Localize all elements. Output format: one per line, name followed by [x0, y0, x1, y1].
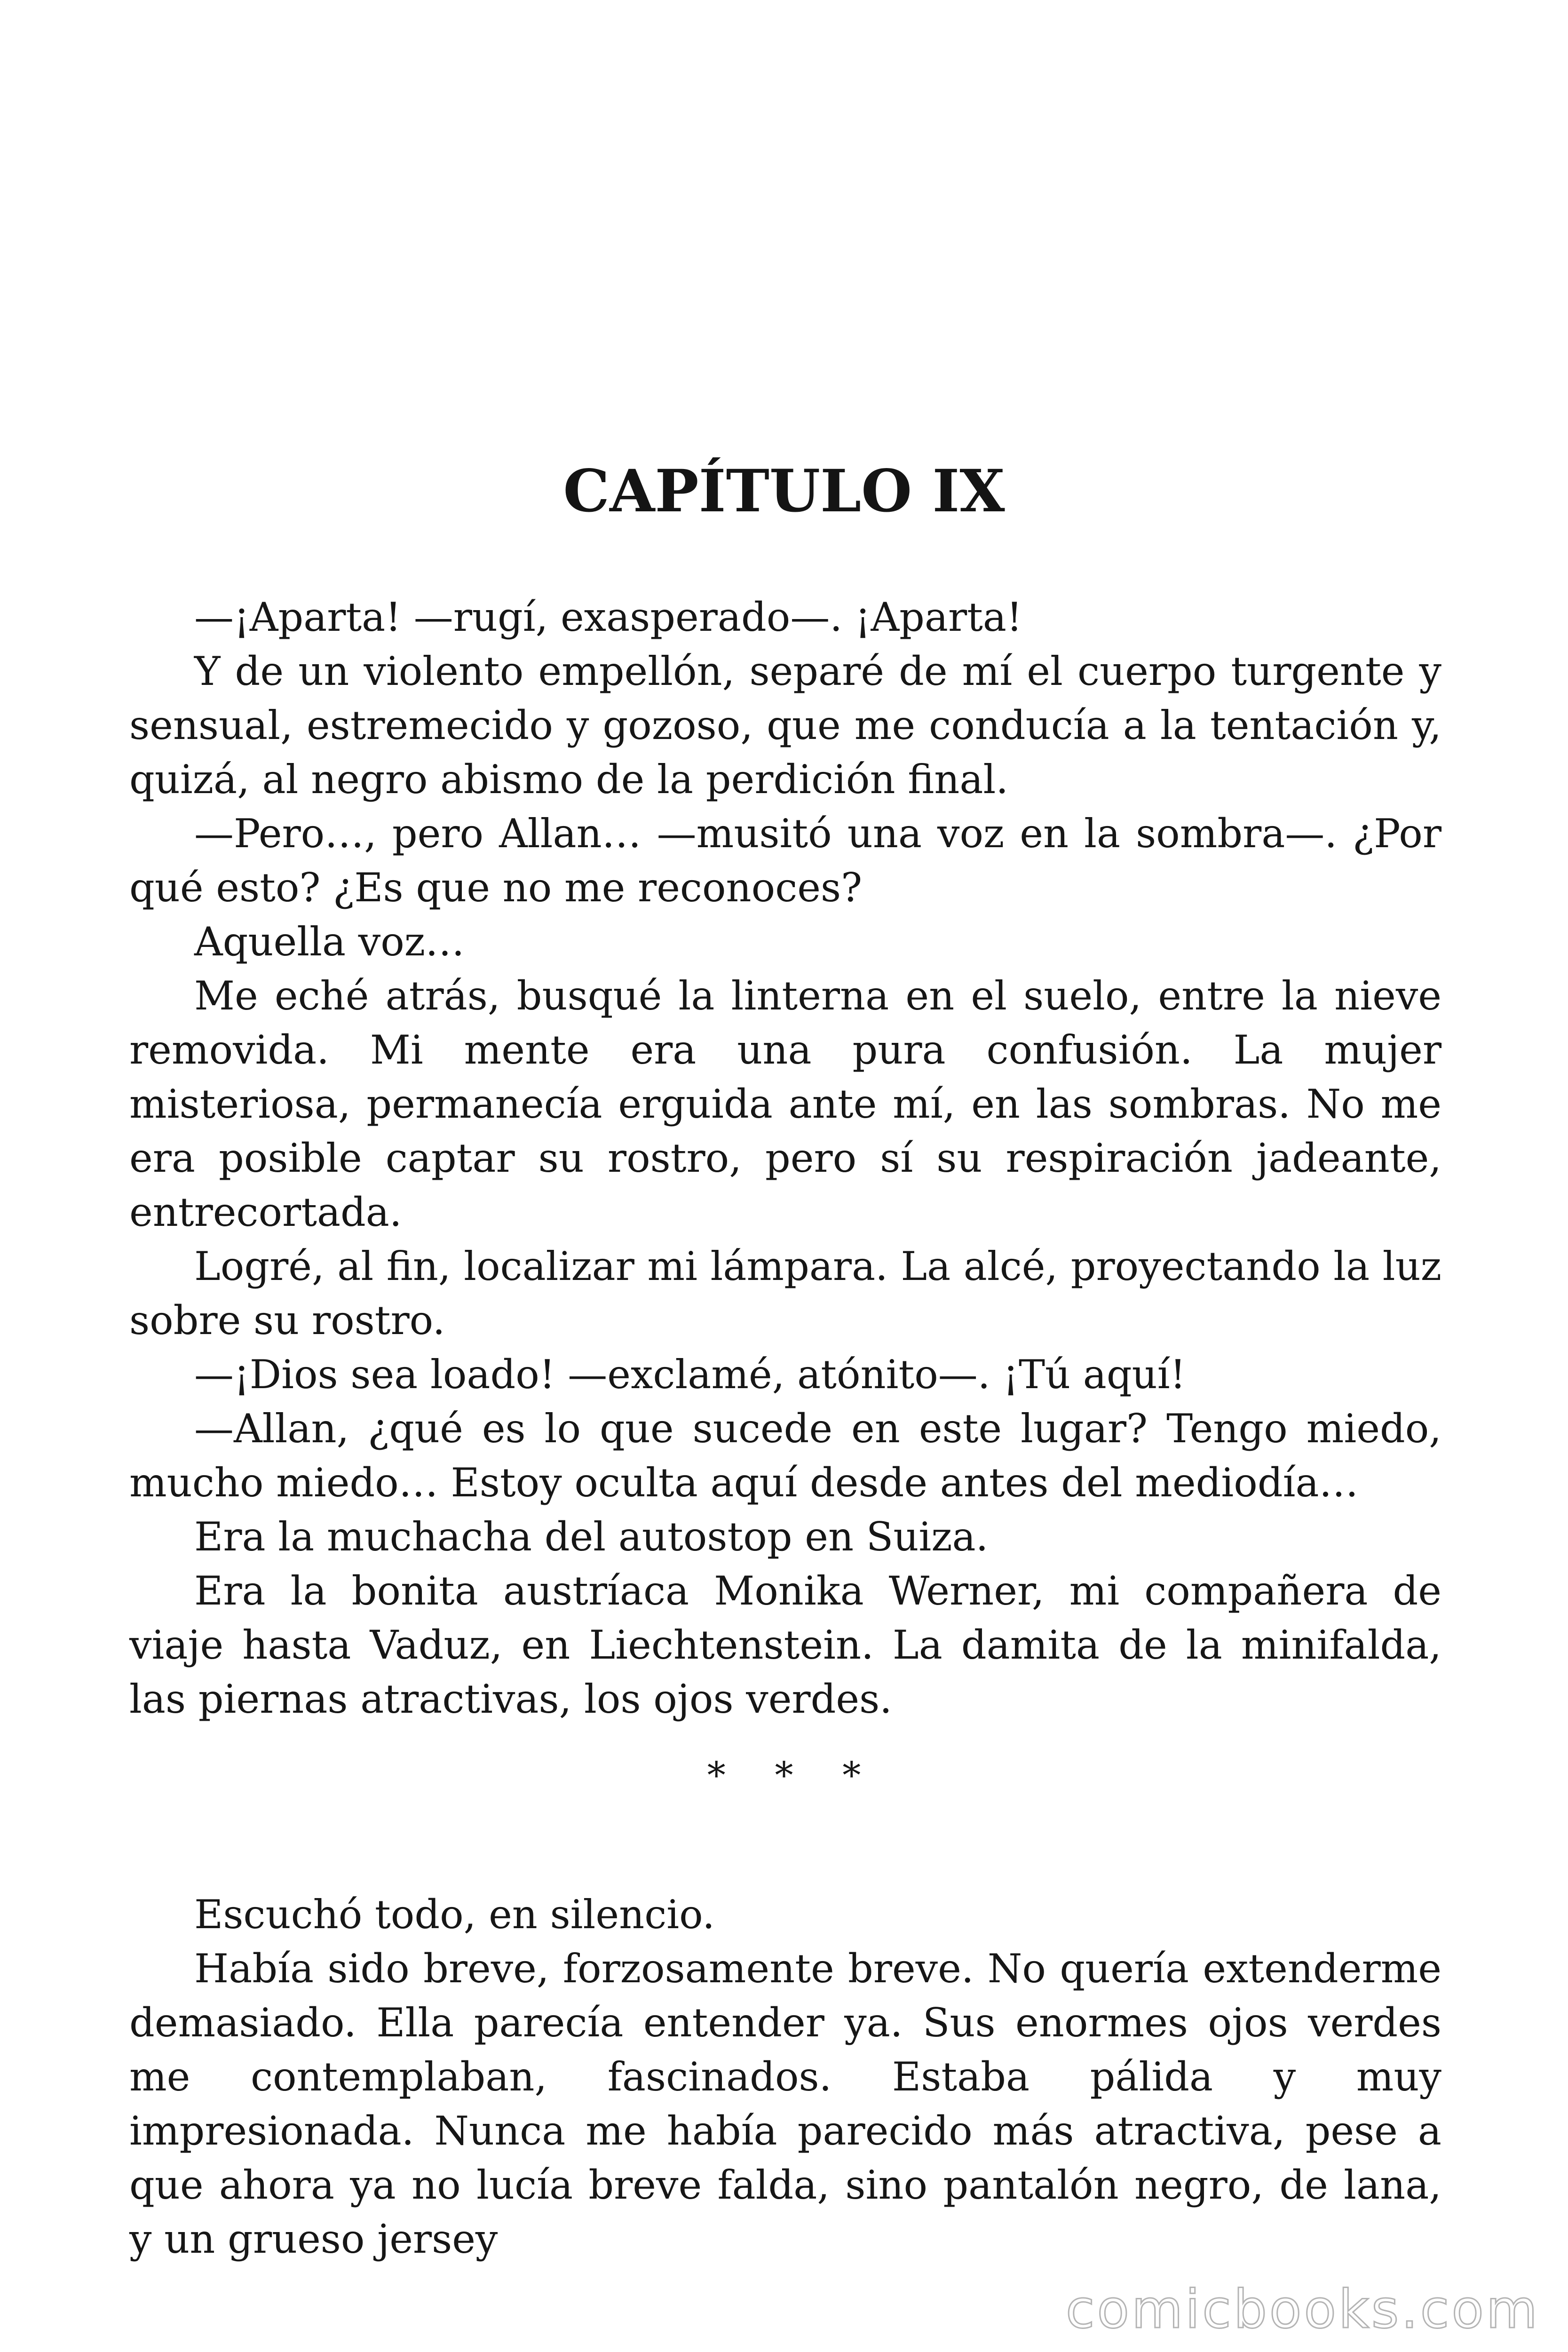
chapter-title: CAPÍTULO IX	[563, 457, 1005, 525]
paragraph: Escuchó todo, en silencio.	[194, 1891, 715, 1938]
paragraph: Aquella voz…	[194, 919, 465, 965]
paragraph: —Pero…, pero Allan… —musitó una voz en la sombra—. ¿Por qué esto? ¿Es que no me reconoces?	[129, 810, 1441, 911]
paragraph: Y de un violento empellón, separé de mí el cuerpo turgente y sensual, estremecido y gozoso, que me conducía a la tentación y, quizá, al negro abismo de la perdición final.	[129, 648, 1441, 803]
text-block-1	[129, 590, 1441, 1726]
paragraph: —¡Aparta! —rugí, exasperado—. ¡Aparta!	[194, 594, 1022, 640]
paragraph: Había sido breve, forzosamente breve. No quería extenderme demasiado. Ella parecía entender ya. Sus enormes ojos verdes me contemplaban, fascinados. Estaba pálida y muy impresionada. Nunca me había parecido más atractiva, pese a que ahora ya no lucía breve falda, sino pantalón negro, de lana, y un grueso jersey	[129, 1946, 1441, 2262]
site-watermark: comicbooks.com	[1065, 2279, 1540, 2340]
paragraph: Me eché atrás, busqué la linterna en el suelo, entre la nieve removida. Mi mente era una pura confusión. La mujer misteriosa, permanecía erguida ante mí, en las sombras. No me era posible captar su rostro, pero sí su respiración jadeante, entrecortada.	[129, 973, 1441, 1235]
text-block-2	[129, 1888, 1441, 2266]
section-separator: * * *	[707, 1755, 880, 1797]
paragraph: —¡Dios sea loado! —exclamé, atónito—. ¡Tú aquí!	[194, 1351, 1186, 1398]
paragraph: —Allan, ¿qué es lo que sucede en este lugar? Tengo miedo, mucho miedo… Estoy oculta aquí desde antes del mediodía…	[129, 1406, 1441, 1506]
paragraph: Era la muchacha del autostop en Suiza.	[194, 1514, 989, 1560]
paragraph: Era la bonita austríaca Monika Werner, mi compañera de viaje hasta Vaduz, en Liechtenstein. La damita de la minifalda, las piernas atractivas, los ojos verdes.	[129, 1568, 1441, 1722]
paragraph: Logré, al fin, localizar mi lámpara. La alcé, proyectando la luz sobre su rostro.	[129, 1243, 1441, 1343]
